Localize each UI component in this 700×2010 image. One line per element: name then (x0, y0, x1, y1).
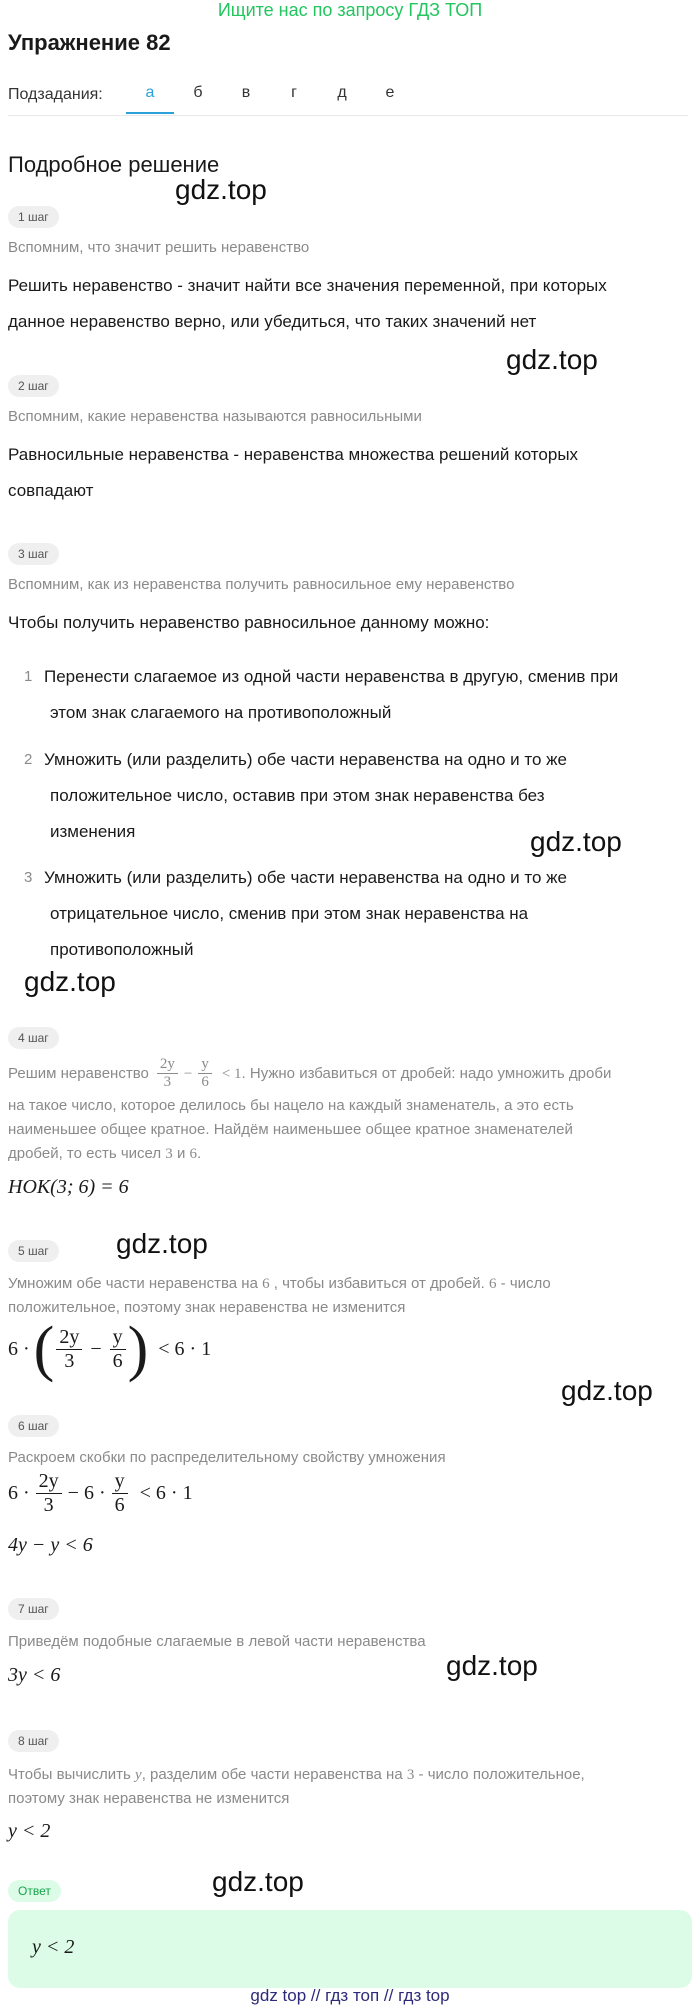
math-number: 6 (262, 1276, 270, 1292)
step-hint: Раскроем скобки по распределительному свойству умножения (8, 1449, 446, 1466)
answer-badge: Ответ (8, 1880, 61, 1902)
final-inequality: y < 2 (8, 1820, 51, 1842)
simplified-inequality: 4y − y < 6 (8, 1534, 93, 1556)
step-text: Решить неравенство - значит найти все значения переменной, при которых (8, 276, 607, 295)
hint-text: - число (500, 1275, 551, 1292)
step-text: Чтобы получить неравенство равносильное данному можно: (8, 613, 490, 632)
hint-text: , разделим обе части неравенства на (141, 1766, 403, 1783)
step-badge: 7 шаг (8, 1598, 59, 1620)
denominator: 3 (163, 1074, 172, 1091)
denominator: 6 (114, 1494, 125, 1516)
list-item-line: Умножить (или разделить) обе части неравенства на одно и то же (44, 868, 567, 887)
step-hint: Вспомним, что значит решить неравенство (8, 239, 310, 256)
step-hint: Вспомним, как из неравенства получить равносильное ему неравенство (8, 576, 515, 593)
subtask-tab-v[interactable]: в (241, 84, 251, 101)
numerator: 2y (36, 1470, 62, 1494)
formula-part: < 6 · 1 (139, 1482, 193, 1504)
step-text: Равносильные неравенства - неравенства множества решений которых (8, 445, 579, 464)
hint-text: - число положительное, (418, 1766, 585, 1783)
step-hint: на такое число, которое делилось бы нацело на каждый знаменатель, а это есть (8, 1097, 574, 1114)
step-badge: 5 шаг (8, 1240, 59, 1262)
hint-text: Умножим обе части неравенства на (8, 1275, 258, 1292)
step-hint: поэтому знак неравенства не изменится (8, 1790, 290, 1807)
subtask-tabs (126, 84, 414, 114)
left-paren: ( (33, 1315, 55, 1383)
watermark: gdz.top (446, 1650, 538, 1681)
step-hint: дробей, то есть чисел 3 и 6. (8, 1145, 202, 1162)
formula-part: 6 · (8, 1337, 30, 1360)
list-item-line: Перенести слагаемое из одной части неравенства в другую, сменив при (44, 667, 619, 686)
watermark: gdz.top (212, 1866, 304, 1897)
list-item-line: Умножить (или разделить) обе части неравенства на одно и то же (44, 750, 567, 769)
fraction (157, 1056, 178, 1092)
hint-text: дробей, то есть чисел (8, 1145, 162, 1162)
lcm-formula: НОК(3; 6) = 6 (8, 1176, 129, 1198)
list-number: 3 (24, 869, 33, 886)
math-number: 6 (189, 1146, 198, 1162)
step-badge: 8 шаг (8, 1730, 59, 1752)
subtask-tab-g[interactable]: г (291, 84, 297, 101)
formula-part: 6 · (8, 1482, 30, 1504)
search-banner: Ищите нас по запросу ГДЗ ТОП (217, 0, 483, 20)
hint-text: Решим неравенство (8, 1064, 149, 1082)
numerator: y (110, 1326, 126, 1350)
hint-text: Чтобы вычислить (8, 1766, 131, 1783)
denominator: 3 (64, 1349, 75, 1372)
header-divider (8, 115, 688, 116)
step-badge: 4 шаг (8, 1027, 59, 1049)
step-hint (8, 1056, 611, 1092)
hint-text: , чтобы избавиться от дробей. (273, 1275, 485, 1292)
inequality-inline (155, 1056, 242, 1092)
minus-sign: − (183, 1065, 193, 1082)
list-item (44, 860, 674, 968)
step-hint (8, 1763, 585, 1787)
fraction (110, 1326, 126, 1373)
watermark: gdz.top (561, 1375, 653, 1406)
formula-part: − 6 · (67, 1482, 106, 1504)
step-hint: наименьшее общее кратное. Найдём наименьшее общее кратное знаменателей (8, 1121, 573, 1138)
step-hint: положительное, поэтому знак неравенства не изменится (8, 1299, 406, 1316)
watermark: gdz.top (175, 174, 267, 205)
step-badge: 2 шаг (8, 375, 59, 397)
step-hint: Вспомним, какие неравенства называются равносильными (8, 408, 422, 425)
watermark: gdz.top (116, 1228, 208, 1259)
inequality-rhs: < 1 (221, 1065, 242, 1082)
list-item-line: этом знак слагаемого на противоположный (50, 703, 392, 722)
watermark: gdz.top (530, 826, 622, 857)
subtask-tab-d[interactable]: д (337, 84, 347, 101)
list-item-line: положительное число, оставив при этом знак неравенства без (50, 786, 545, 805)
answer-value: y < 2 (32, 1936, 75, 1958)
formula-part: < 6 · 1 (158, 1337, 212, 1360)
numerator: 2y (56, 1326, 82, 1350)
subtasks-label: Подзадания: (8, 86, 103, 103)
list-item-line: противоположный (50, 940, 194, 959)
exercise-title: Упражнение 82 (8, 30, 171, 55)
step-hint: Приведём подобные слагаемые в левой части неравенства (8, 1633, 426, 1650)
answer-box (8, 1910, 692, 1988)
step-badge: 1 шаг (8, 206, 59, 228)
right-paren: ) (127, 1315, 149, 1383)
fraction (36, 1470, 62, 1517)
step-hint (8, 1272, 551, 1296)
denominator: 3 (43, 1494, 54, 1516)
math-number: 3 (165, 1146, 173, 1162)
list-number: 2 (24, 751, 33, 768)
numerator: 2y (157, 1056, 178, 1074)
step-text: совпадают (8, 481, 94, 500)
multiplied-inequality (8, 1315, 212, 1383)
list-item-line: изменения (50, 822, 136, 841)
subtask-tab-e[interactable]: е (385, 84, 395, 101)
watermark: gdz.top (24, 966, 116, 997)
numerator: y (198, 1056, 212, 1074)
solution-title: Подробное решение (8, 152, 220, 177)
list-number: 1 (24, 668, 33, 685)
watermark: gdz.top (506, 344, 598, 375)
minus-sign: − (90, 1337, 102, 1360)
list-item (44, 659, 674, 731)
fraction (198, 1056, 212, 1092)
math-number: 3 (406, 1767, 415, 1783)
math-variable: y (135, 1767, 142, 1783)
hint-text: и (176, 1145, 186, 1162)
fraction (112, 1470, 128, 1517)
subtask-tab-b[interactable]: б (193, 84, 203, 101)
subtask-tab-a[interactable]: а (126, 84, 174, 114)
step-badge: 6 шаг (8, 1415, 59, 1437)
numerator: y (112, 1470, 128, 1494)
math-number: 6 (488, 1276, 497, 1292)
step-text: данное неравенство верно, или убедиться, что таких значений нет (8, 312, 537, 331)
fraction (56, 1326, 82, 1373)
denominator: 6 (201, 1074, 209, 1091)
list-item-line: отрицательное число, сменив при этом знак неравенства на (50, 904, 529, 923)
step-badge: 3 шаг (8, 543, 59, 565)
denominator: 6 (112, 1349, 123, 1372)
combined-inequality: 3y < 6 (8, 1664, 61, 1686)
footer-links[interactable]: gdz top // гдз топ // гдз top (250, 1986, 450, 2005)
expanded-inequality (8, 1470, 193, 1517)
hint-text: . Нужно избавиться от дробей: надо умножить дроби (241, 1064, 612, 1082)
